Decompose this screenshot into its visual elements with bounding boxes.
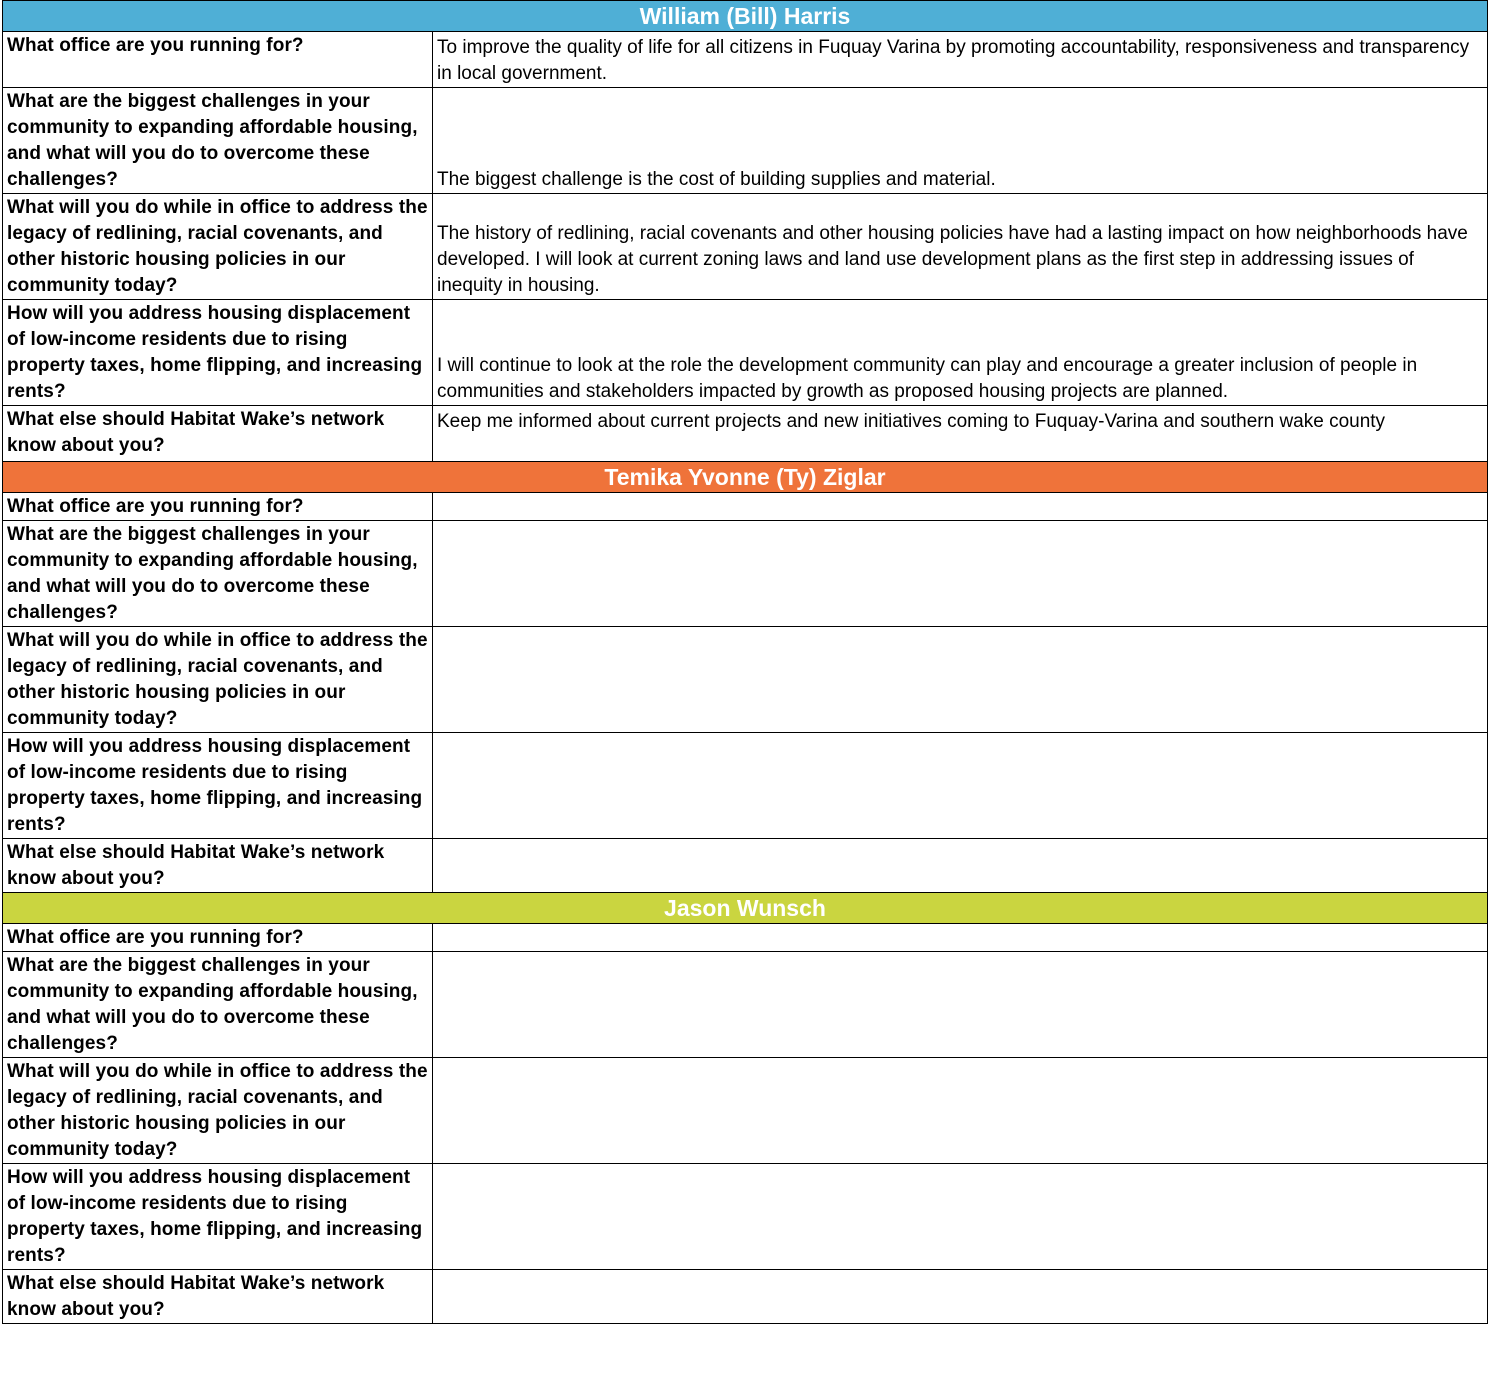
table-row [3, 627, 1488, 733]
table-row [3, 924, 1488, 952]
question-about-you: What else should Habitat Wake’s network know about you? [3, 1270, 433, 1324]
answer-redlining-wunsch [433, 1058, 1488, 1164]
question-displacement: How will you address housing displacement of low-income residents due to rising property taxes, home flipping, and increasing rents? [3, 1164, 433, 1270]
candidate-name-ziglar: Temika Yvonne (Ty) Ziglar [3, 462, 1488, 493]
question-about-you: What else should Habitat Wake’s network know about you? [3, 406, 433, 462]
table-row [3, 493, 1488, 521]
question-challenges: What are the biggest challenges in your community to expanding affordable housing, and what will you do to overcome these challenges? [3, 88, 433, 194]
answer-about-you-wunsch [433, 1270, 1488, 1324]
question-challenges: What are the biggest challenges in your community to expanding affordable housing, and what will you do to overcome these challenges? [3, 521, 433, 627]
question-office: What office are you running for? [3, 924, 433, 952]
answer-redlining-ziglar [433, 627, 1488, 733]
candidate-header-row [3, 462, 1488, 493]
answer-challenges-harris: The biggest challenge is the cost of building supplies and material. [433, 88, 1488, 194]
question-displacement: How will you address housing displacement of low-income residents due to rising property taxes, home flipping, and increasing rents? [3, 733, 433, 839]
question-office: What office are you running for? [3, 493, 433, 521]
answer-challenges-ziglar [433, 521, 1488, 627]
candidate-name-wunsch: Jason Wunsch [3, 893, 1488, 924]
answer-challenges-wunsch [433, 952, 1488, 1058]
candidate-header-row [3, 1, 1488, 32]
answer-displacement-harris: I will continue to look at the role the development community can play and encourage a greater inclusion of people in communities and stakeholders impacted by growth as proposed housing projects are planned. [433, 300, 1488, 406]
question-redlining: What will you do while in office to address the legacy of redlining, racial covenants, and other historic housing policies in our community today? [3, 194, 433, 300]
question-redlining: What will you do while in office to address the legacy of redlining, racial covenants, and other historic housing policies in our community today? [3, 1058, 433, 1164]
answer-redlining-harris: The history of redlining, racial covenants and other housing policies have had a lasting impact on how neighborhoods have developed. I will look at current zoning laws and land use development plans as the first step in addressing issues of inequity in housing. [433, 194, 1488, 300]
answer-about-you-ziglar [433, 839, 1488, 893]
table-row [3, 1164, 1488, 1270]
table-row [3, 300, 1488, 406]
answer-displacement-ziglar [433, 733, 1488, 839]
table-row [3, 406, 1488, 462]
table-row [3, 1058, 1488, 1164]
candidate-header-row [3, 893, 1488, 924]
question-challenges: What are the biggest challenges in your community to expanding affordable housing, and what will you do to overcome these challenges? [3, 952, 433, 1058]
table-row [3, 839, 1488, 893]
answer-about-you-harris: Keep me informed about current projects and new initiatives coming to Fuquay-Varina and southern wake county [433, 406, 1488, 462]
answer-office-ziglar [433, 493, 1488, 521]
question-redlining: What will you do while in office to address the legacy of redlining, racial covenants, and other historic housing policies in our community today? [3, 627, 433, 733]
table-row [3, 521, 1488, 627]
answer-office-harris: To improve the quality of life for all citizens in Fuquay Varina by promoting accountability, responsiveness and transparency in local government. [433, 32, 1488, 88]
answer-displacement-wunsch [433, 1164, 1488, 1270]
question-about-you: What else should Habitat Wake’s network know about you? [3, 839, 433, 893]
candidate-name-harris: William (Bill) Harris [3, 1, 1488, 32]
question-displacement: How will you address housing displacement of low-income residents due to rising property taxes, home flipping, and increasing rents? [3, 300, 433, 406]
table-row [3, 733, 1488, 839]
question-office: What office are you running for? [3, 32, 433, 88]
table-row [3, 194, 1488, 300]
table-row [3, 1270, 1488, 1324]
answer-office-wunsch [433, 924, 1488, 952]
candidate-questionnaire-table [2, 0, 1488, 1324]
table-row [3, 88, 1488, 194]
table-row [3, 952, 1488, 1058]
table-row [3, 32, 1488, 88]
